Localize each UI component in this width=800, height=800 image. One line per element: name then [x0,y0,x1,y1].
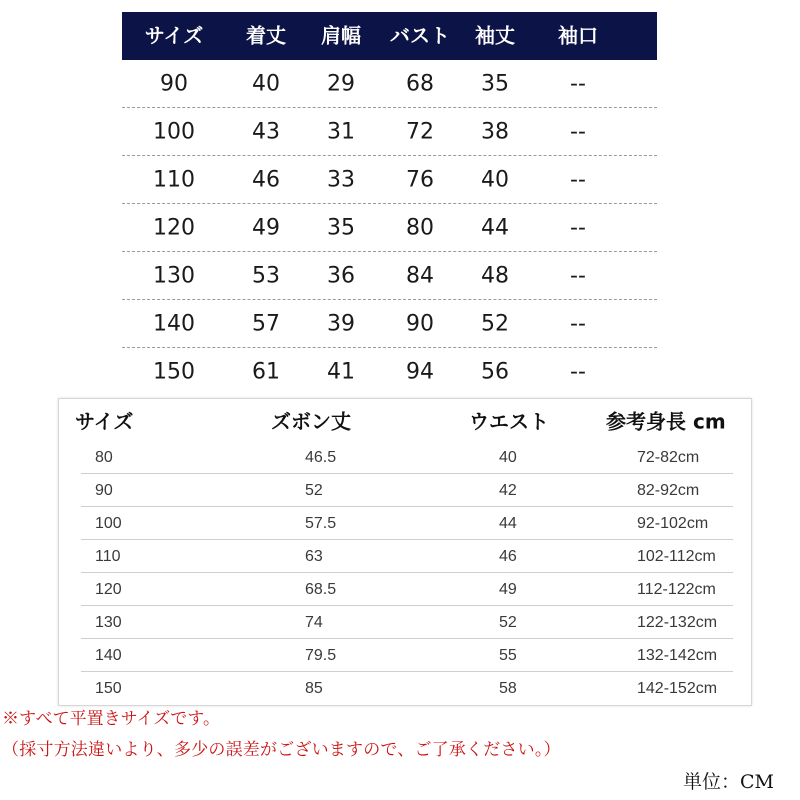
cell-size: 150 [153,359,195,385]
table-row [59,540,751,573]
cell-waist: 44 [499,514,517,532]
table-row [59,573,751,606]
cell-waist: 42 [499,481,517,499]
cell-pants-length: 46.5 [305,448,337,466]
cell-size: 100 [153,119,195,145]
cell-shoulder: 36 [327,263,355,289]
cell-shoulder: 35 [327,215,355,241]
cell-reference-height: 132-142cm [637,646,718,664]
cell-pants-length: 57.5 [305,514,337,532]
table-row [59,441,751,474]
cell-size: 140 [95,646,122,664]
cell-reference-height: 82-92cm [637,481,700,499]
header-shoulder: 肩幅 [321,23,361,48]
cell-length: 46 [252,167,280,193]
table-row [122,108,657,156]
cell-size: 110 [95,547,121,565]
cell-bust: 84 [406,263,434,289]
cell-size: 90 [95,481,113,499]
cell-cuff: -- [570,71,586,97]
cell-sleeve-length: 52 [481,311,509,337]
cell-bust: 68 [406,71,434,97]
cell-length: 61 [252,359,280,385]
tops-size-table [122,12,657,396]
cell-reference-height: 122-132cm [637,613,718,631]
cell-sleeve-length: 44 [481,215,509,241]
tops-table-header [122,12,657,60]
cell-pants-length: 68.5 [305,580,337,598]
table-row [59,639,751,672]
table-row [59,606,751,639]
table-row [122,60,657,108]
table-row [59,672,751,705]
cell-length: 57 [252,311,280,337]
cell-bust: 80 [406,215,434,241]
cell-size: 120 [153,215,195,241]
unit-label: 単位：CM [683,771,774,793]
cell-shoulder: 29 [327,71,355,97]
cell-waist: 46 [499,547,517,565]
cell-length: 43 [252,119,280,145]
header-sleeve-length: 袖丈 [475,23,515,48]
cell-length: 40 [252,71,280,97]
measurement-error-note: （採寸方法違いより、多少の誤差がございますので、ご了承ください。） [2,740,561,760]
cell-sleeve-length: 56 [481,359,509,385]
cell-sleeve-length: 38 [481,119,509,145]
cell-sleeve-length: 40 [481,167,509,193]
pants-table-header [59,399,751,441]
cell-pants-length: 63 [305,547,323,565]
cell-shoulder: 39 [327,311,355,337]
header-cuff: 袖口 [558,23,598,48]
cell-size: 120 [95,580,122,598]
cell-size: 130 [95,613,122,631]
cell-cuff: -- [570,119,586,145]
cell-bust: 94 [406,359,434,385]
cell-bust: 72 [406,119,434,145]
cell-reference-height: 92-102cm [637,514,709,532]
cell-reference-height: 102-112cm [637,547,716,565]
cell-reference-height: 72-82cm [637,448,700,466]
cell-shoulder: 31 [327,119,355,145]
cell-sleeve-length: 48 [481,263,509,289]
header-bust: バスト [390,23,450,48]
cell-waist: 58 [499,679,517,697]
cell-size: 130 [153,263,195,289]
table-row [59,474,751,507]
cell-size: 80 [95,448,113,466]
cell-cuff: -- [570,311,586,337]
cell-pants-length: 85 [305,679,323,697]
cell-shoulder: 41 [327,359,355,385]
cell-pants-length: 79.5 [305,646,337,664]
cell-size: 140 [153,311,195,337]
cell-pants-length: 52 [305,481,323,499]
table-row [122,348,657,396]
header-length: 着丈 [246,23,286,48]
cell-bust: 90 [406,311,434,337]
table-row [122,156,657,204]
header-pants-length: ズボン丈 [271,409,351,434]
table-row [122,300,657,348]
header-size: サイズ [75,409,134,434]
cell-size: 150 [95,679,122,697]
cell-shoulder: 33 [327,167,355,193]
cell-length: 49 [252,215,280,241]
cell-cuff: -- [570,215,586,241]
cell-size: 100 [95,514,122,532]
cell-waist: 55 [499,646,517,664]
cell-size: 90 [160,71,188,97]
cell-waist: 40 [499,448,517,466]
table-row [122,204,657,252]
cell-waist: 52 [499,613,517,631]
flat-measurement-note: ※すべて平置きサイズです。 [2,709,220,729]
table-row [122,252,657,300]
cell-waist: 49 [499,580,517,598]
header-size: サイズ [144,23,204,48]
table-row [59,507,751,540]
cell-bust: 76 [406,167,434,193]
cell-pants-length: 74 [305,613,323,631]
header-waist: ウエスト [469,409,549,434]
cell-cuff: -- [570,167,586,193]
cell-cuff: -- [570,359,586,385]
pants-size-table [58,398,752,706]
cell-sleeve-length: 35 [481,71,509,97]
cell-cuff: -- [570,263,586,289]
cell-length: 53 [252,263,280,289]
cell-reference-height: 112-122cm [637,580,716,598]
header-reference-height: 参考身長 cm [606,409,726,434]
cell-size: 110 [153,167,195,193]
cell-reference-height: 142-152cm [637,679,718,697]
